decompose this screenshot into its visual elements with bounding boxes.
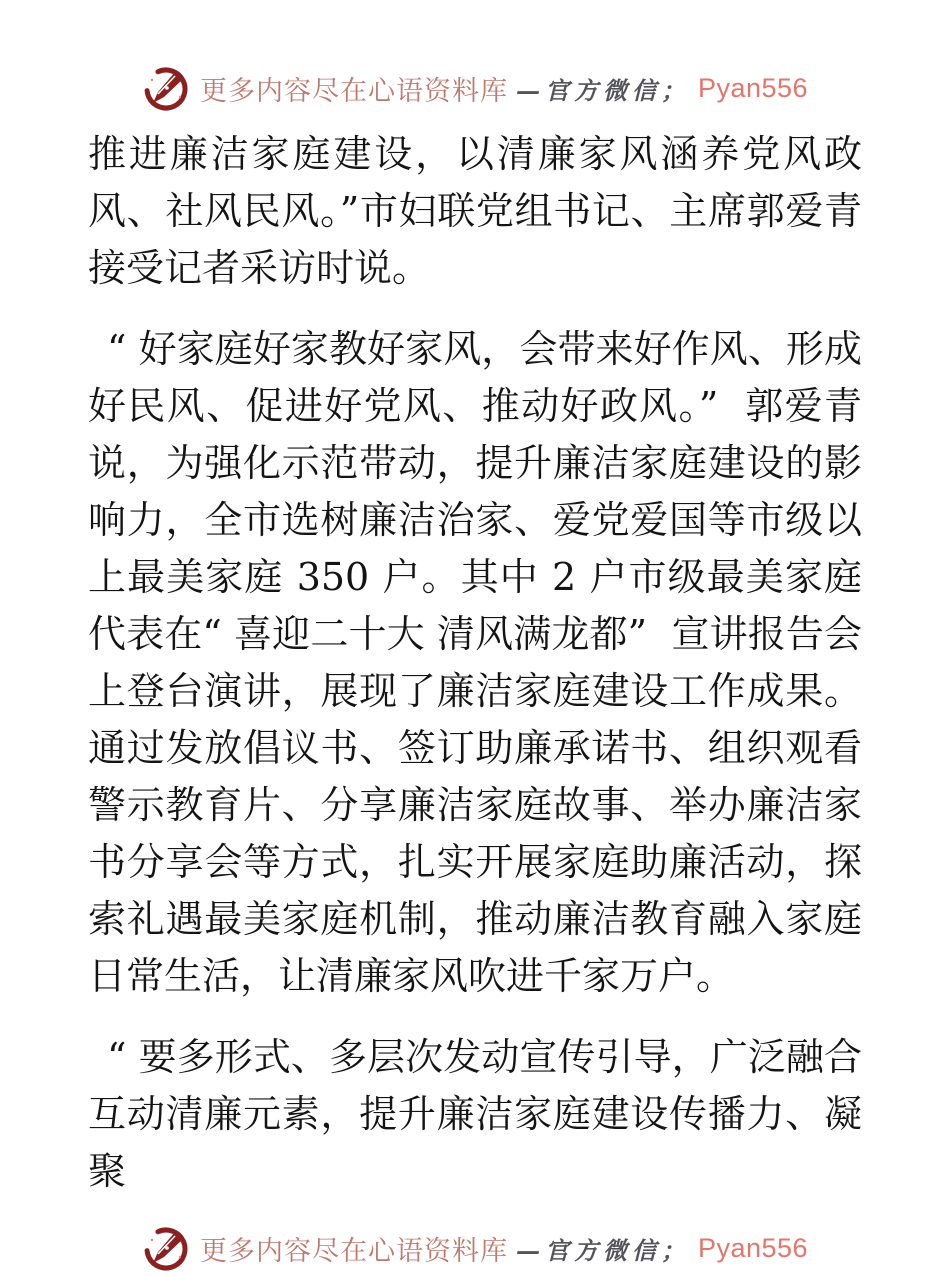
article-paragraph-2: “ 好家庭好家教好家风，会带来好作风、形成好民风、促进好党风、推动好政风。” 郭爱青说，为强化示范带动，提升廉洁家庭建设的影响力，全市选树廉洁治家、爱党爱国等市级以上最美家庭 350 户。其中 2 户市级最美家庭代表在“ 喜迎二十大 清风满龙都” 宣讲报告会上登台演讲，展现了廉洁家庭建设工作成果。通过发放倡议书、签订助廉承诺书、组织观看警示教育片、分享廉洁家庭故事、举办廉洁家书分享会等方式，扎实开展家庭助廉活动，探索礼遇最美家庭机制，推动廉洁教育融入家庭日常生活，让清廉家风吹进千家万户。 — [88, 327, 862, 998]
brand-wechat-label: —官方微信； — [515, 75, 690, 105]
brand-wechat-account: Pyan556 — [697, 72, 809, 103]
article-paragraph-3: “ 要多形式、多层次发动宣传引导，广泛融合互动清廉元素，提升廉洁家庭建设传播力、凝聚 — [88, 1035, 862, 1193]
brand-wechat-account: Pyan556 — [697, 1232, 809, 1263]
brand-main-text: 更多内容尽在心语资料库 — [199, 1235, 508, 1267]
brand-wechat-label: —官方微信； — [515, 1235, 690, 1265]
brand-main-text: 更多内容尽在心语资料库 — [199, 75, 508, 107]
footer-brand — [88, 1224, 862, 1272]
article-body — [88, 126, 862, 1224]
header-brand — [88, 64, 862, 112]
pen-nib-swirl-logo-icon — [142, 64, 190, 112]
pen-nib-swirl-logo-icon — [142, 1224, 190, 1272]
article-paragraph-1: 推进廉洁家庭建设，以清廉家风涵养党风政风、社风民风。”市妇联党组书记、主席郭爱青接受记者采访时说。 — [88, 132, 862, 290]
